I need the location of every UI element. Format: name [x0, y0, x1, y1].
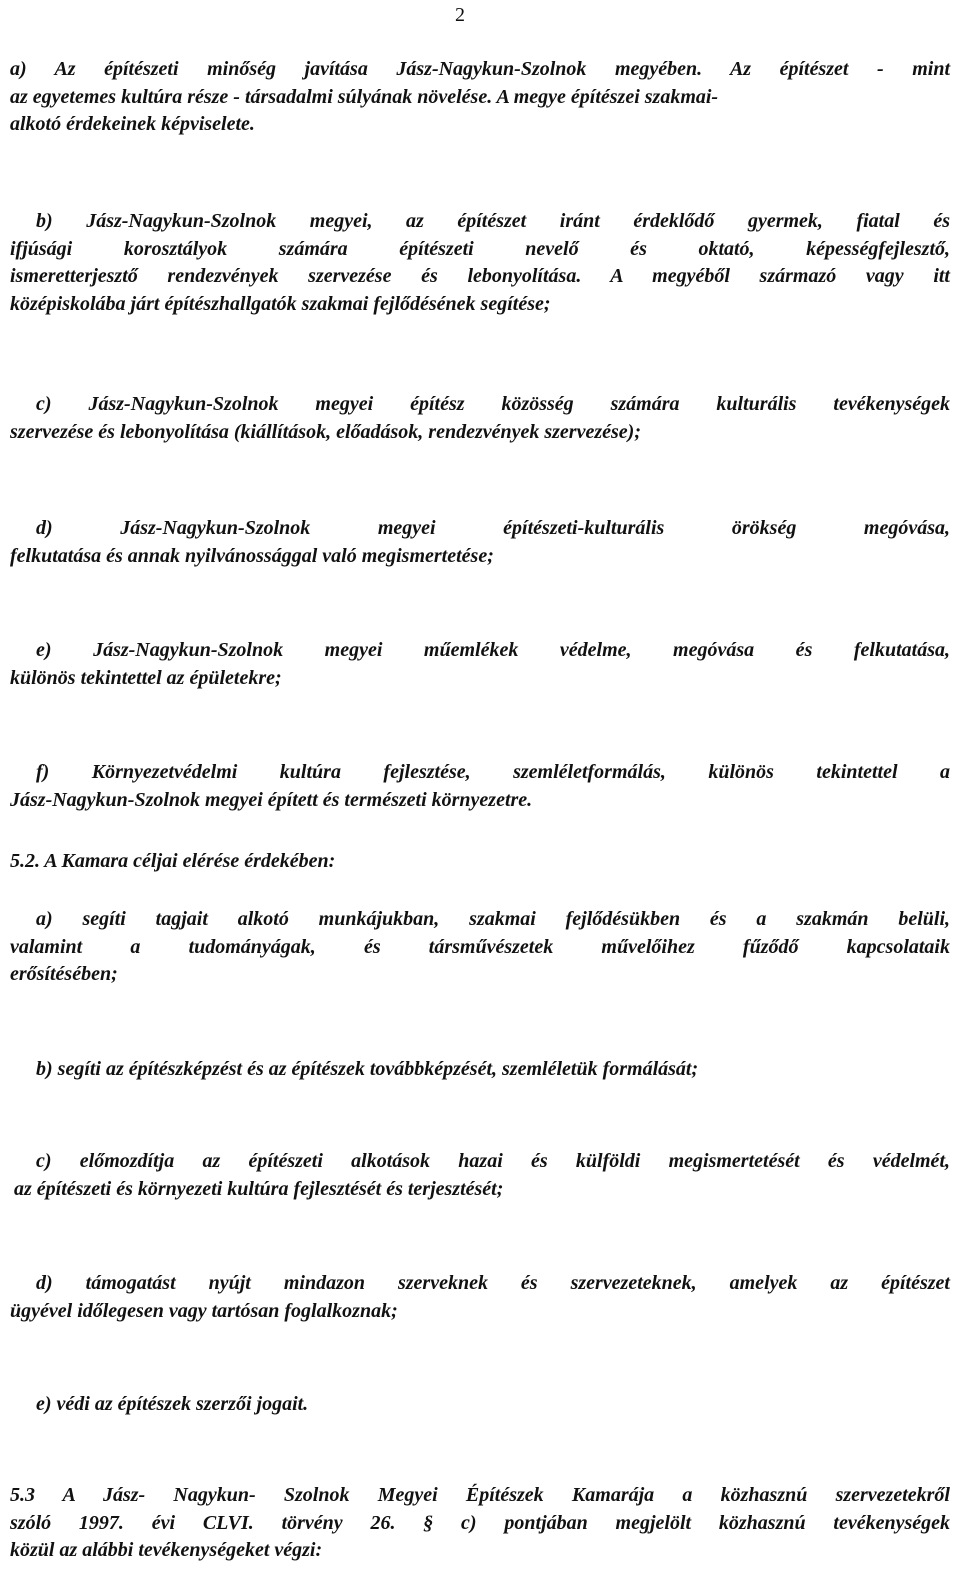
text-line: 5.2. A Kamara céljai elérése érdekében:: [10, 850, 336, 872]
goal-b-paragraph: [10, 208, 950, 318]
text-line: középiskolába járt építészhallgatók szakmai fejlődésének segítése;: [10, 292, 551, 315]
task-b-paragraph: [10, 1056, 950, 1084]
text-line: a) segíti tagjait alkotó munkájukban, szakmai fejlődésükben és a szakmán belüli,: [36, 908, 950, 930]
text-line: felkutatása és annak nyilvánossággal való megismertetése;: [10, 544, 494, 567]
text-line: valamint a tudományágak, és társművészetek művelőihez fűződő kapcsolataik: [10, 935, 950, 958]
goal-a-paragraph: [10, 56, 950, 139]
goal-e-paragraph: [10, 637, 950, 692]
text-line: szóló 1997. évi CLVI. törvény 26. § c) pontjában megjelölt közhasznú tevékenységek: [10, 1511, 950, 1534]
text-line: c) előmozdítja az építészeti alkotások hazai és külföldi megismertetését és védelmét,: [36, 1150, 950, 1172]
text-line: a) Az építészeti minőség javítása Jász-Nagykun-Szolnok megyében. Az építészet - mint: [10, 58, 950, 80]
text-line: Jász-Nagykun-Szolnok megyei épített és természeti környezetre.: [10, 788, 533, 811]
text-line: d) támogatást nyújt mindazon szerveknek és szervezeteknek, amelyek az építészet: [36, 1272, 950, 1294]
goal-f-paragraph: [10, 759, 950, 814]
goal-d-paragraph: [10, 515, 950, 570]
section-5-2-heading: [10, 848, 950, 876]
page-number: 2: [455, 4, 465, 26]
text-line: 5.3 A Jász- Nagykun- Szolnok Megyei Építészek Kamarája a közhasznú szervezetekről: [10, 1484, 950, 1506]
task-a-paragraph: [10, 906, 950, 989]
section-5-3-paragraph: [10, 1482, 950, 1565]
text-line: c) Jász-Nagykun-Szolnok megyei építész közösség számára kulturális tevékenységek: [36, 393, 950, 415]
task-c-paragraph: [10, 1148, 950, 1203]
text-line: alkotó érdekeinek képviselete.: [10, 113, 255, 135]
text-line: ifjúsági korosztályok számára építészeti nevelő és oktató, képességfejlesztő,: [10, 237, 950, 260]
text-line: b) Jász-Nagykun-Szolnok megyei, az építészet iránt érdeklődő gyermek, fiatal és: [36, 210, 950, 232]
text-line: ügyével időlegesen vagy tartósan foglalkoznak;: [10, 1299, 398, 1322]
task-d-paragraph: [10, 1270, 950, 1325]
text-line: e) Jász-Nagykun-Szolnok megyei műemlékek védelme, megóvása és felkutatása,: [36, 639, 950, 661]
text-line: különös tekintettel az épületekre;: [10, 666, 282, 689]
text-line: szervezése és lebonyolítása (kiállítások, előadások, rendezvények szervezése);: [10, 420, 641, 443]
text-line: b) segíti az építészképzést és az építészek továbbképzését, szemléletük formálását;: [36, 1058, 699, 1080]
text-line: erősítésében;: [10, 963, 118, 985]
text-line: f) Környezetvédelmi kultúra fejlesztése, szemléletformálás, különös tekintettel a: [36, 761, 950, 783]
goal-c-paragraph: [10, 391, 950, 446]
text-line: ismeretterjesztő rendezvények szervezése és lebonyolítása. A megyéből származó vagy itt: [10, 265, 950, 287]
text-line: az építészeti és környezeti kultúra fejlesztését és terjesztését;: [14, 1177, 504, 1200]
task-e-paragraph: [10, 1391, 950, 1419]
text-line: e) védi az építészek szerzői jogait.: [36, 1393, 309, 1415]
text-line: az egyetemes kultúra része - társadalmi súlyának növelése. A megye építészei szakmai-: [10, 85, 719, 108]
text-line: d) Jász-Nagykun-Szolnok megyei építészeti-kulturális örökség megóvása,: [36, 517, 950, 539]
text-line: közül az alábbi tevékenységeket végzi:: [10, 1539, 323, 1561]
